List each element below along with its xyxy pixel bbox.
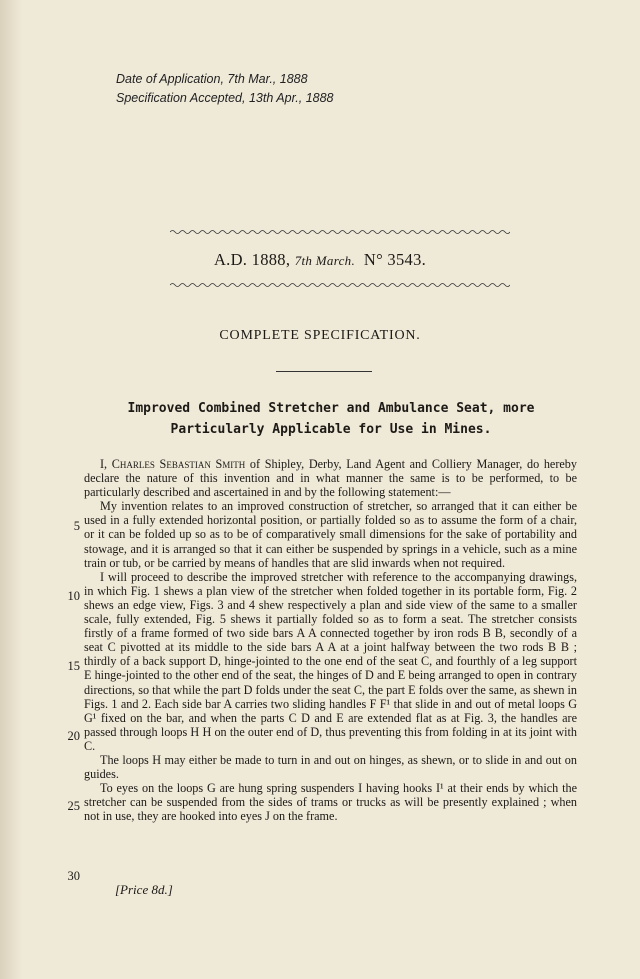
specification-heading: COMPLETE SPECIFICATION. <box>219 328 421 343</box>
paragraph-description: I will proceed to describe the improved stretcher with reference to the accompanying drawings, in which Fig. 1 shews a plan view of the stretcher when folded together in its portable form, Fig. 2 shews an edge view, Figs. 3 and 4 shew respectively a plan and side view of the same to a smaller scale, fully extended, Fig. 5 shews it partially folded so as to form a seat. The stretcher consists firstly of a frame formed of two side bars A A connected together by iron rods B B, secondly of a seat C pivotted at its middle to the side bars A A at a joint halfway between the two rods B B ; thirdly of a back support D, hinge-jointed to the one end of the seat C, and fourthly of a leg support E hinge-jointed to the other end of the seat, the hinges of D and E being arranged to open in contrary directions, so that while the part D folds under the seat C, the part E folds over the same, as shewn in Figs. 1 and 2. Each side bar A carries two sliding handles F F¹ that slide in and out of metal loops G G¹ fixed on the bar, and when the parts C D and E are extended flat as at Fig. 3, the handles are passed through loops H H on the outer end of D, thus preventing this from folding in at its joint with C. <box>84 569 577 753</box>
wavy-rule-bottom <box>170 282 510 288</box>
line-number-25: 25 <box>67 799 80 813</box>
price-mark: [Price 8d.] <box>115 882 173 897</box>
declaration-text: of Shipley, Derby, Land Agent and Colliery Manager, do hereby declare the nature of this invention and in what manner the same is to be performed, to be particularly described and ascertained in and by the following statement:— <box>84 457 577 500</box>
wavy-rule-top <box>170 229 510 235</box>
line-number-15: 15 <box>67 659 80 673</box>
specification-body <box>84 457 577 823</box>
paragraph-declaration <box>84 457 577 499</box>
declaration-opening: I, <box>100 457 112 471</box>
line-number-30: 30 <box>67 869 80 883</box>
invention-title-line-2: Particularly Applicable for Use in Mines. <box>170 422 492 437</box>
accepted-date: Specification Accepted, 13th Apr., 1888 <box>116 91 334 105</box>
patent-header <box>0 250 640 270</box>
patent-number: N° 3543. <box>363 250 427 269</box>
application-date: Date of Application, 7th Mar., 1888 <box>116 72 308 86</box>
paragraph-loops: The loops H may either be made to turn in and out on hinges, as shewn, or to slide in and out on guides. <box>84 752 577 782</box>
patent-date: 7th March. <box>294 253 356 268</box>
paragraph-suspenders: To eyes on the loops G are hung spring suspenders I having hooks I¹ at their ends by which the stretcher can be suspended from the sides of trams or trucks as will be presently explained ; when not in use, they are hooked into eyes J on the frame. <box>84 781 577 824</box>
paragraph-invention: My invention relates to an improved construction of stretcher, so arranged that it can either be used in a fully extended horizontal position, or partially folded so as to assume the form of a chair, or it can be folded up so as to be of comparatively small dimensions for the sake of portability and stowage, and it is arranged so that it can either be suspended by springs in a vehicle, such as a mine train or tub, or be carried by means of handles that are slid inwards when not required. <box>84 499 577 570</box>
line-number-10: 10 <box>67 589 80 603</box>
binding-shadow <box>0 0 22 979</box>
ad-year: A.D. 1888, <box>213 250 291 269</box>
line-number-5: 5 <box>73 519 80 533</box>
invention-title <box>96 398 566 440</box>
heading-divider <box>276 371 372 372</box>
line-number-20: 20 <box>67 729 80 743</box>
invention-title-line-1: Improved Combined Stretcher and Ambulance Seat, more <box>127 401 535 416</box>
inventor-name: Charles Sebastian Smith <box>111 457 246 471</box>
date-stamp <box>116 70 334 108</box>
